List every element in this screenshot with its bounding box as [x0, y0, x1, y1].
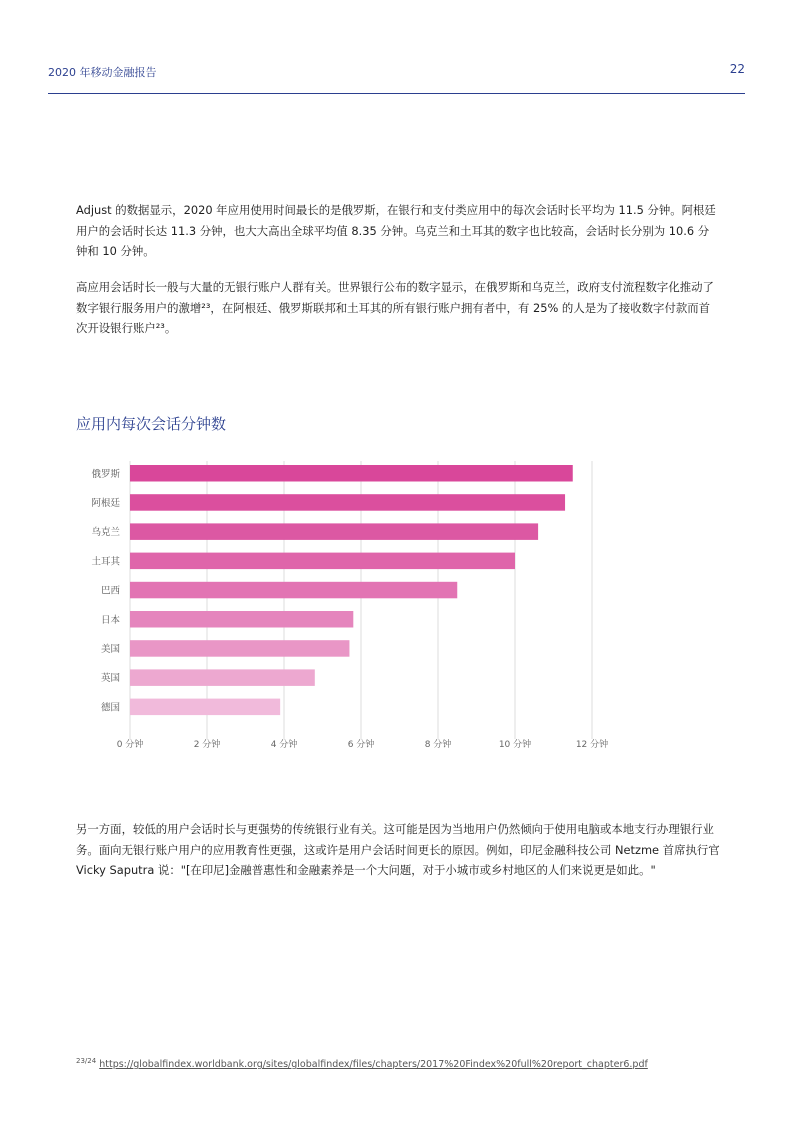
paragraph-3: 另一方面，较低的用户会话时长与更强势的传统银行业有关。这可能是因为当地用户仍然倾向于使用电脑或本地支行办理银行业务。面向无银行账户用户的应用教育性更强，这或许是用户会话时间更长的原因。例如，印尼金融科技公司 Netzme 首席执行官 Vicky Saputra 说："[在印尼]金融普惠性和金融素养是一个大问题，对于小城市或乡村地区的人们来说更是如此。": [76, 822, 720, 878]
x-tick-label: 4 分钟: [270, 740, 298, 750]
category-label: 乌克兰: [91, 527, 120, 539]
bar: [130, 523, 538, 540]
page-number: 22: [729, 62, 745, 76]
paragraph-1: Adjust 的数据显示，2020 年应用使用时间最长的是俄罗斯，在银行和支付类应用中的每次会话时长平均为 11.5 分钟。阿根廷用户的会话时长达 11.3 分钟，也大大高出全球平均值 8.35 分钟。乌克兰和土耳其的数字也比较高，会话时长分别为 10.6 分钟和 10 分钟。: [76, 203, 716, 259]
bar: [130, 611, 353, 628]
bar: [130, 699, 280, 716]
bar: [130, 640, 349, 657]
session-minutes-bar-chart: [70, 455, 630, 765]
x-tick-label: 10 分钟: [498, 740, 532, 750]
bar: [130, 582, 457, 599]
bar: [130, 553, 515, 570]
x-tick-label: 2 分钟: [193, 740, 221, 750]
footnote: [76, 1057, 648, 1070]
header-divider: [48, 93, 745, 94]
chart-title: 应用内每次会话分钟数: [76, 415, 227, 433]
x-tick-label: 6 分钟: [347, 740, 375, 750]
category-label: 俄罗斯: [91, 468, 120, 480]
category-label: 日本: [100, 614, 120, 626]
category-label: 英国: [100, 673, 120, 685]
bar: [130, 494, 565, 511]
category-label: 美国: [100, 643, 120, 655]
paragraph-2: 高应用会话时长一般与大量的无银行账户人群有关。世界银行公布的数字显示，在俄罗斯和乌克兰，政府支付流程数字化推动了数字银行服务用户的激增²³，在阿根廷、俄罗斯联邦和土耳其的所有银行账户拥有者中，有 25% 的人是为了接收数字付款而首次开设银行账户²³。: [76, 280, 714, 336]
category-label: 德国: [100, 702, 120, 714]
category-label: 巴西: [100, 585, 120, 597]
bar: [130, 669, 315, 686]
footnote-link[interactable]: https://globalfindex.worldbank.org/sites/globalfindex/files/chapters/2017%20Findex%20full%20report_chapter6.pdf: [99, 1059, 648, 1071]
x-tick-label: 12 分钟: [575, 740, 609, 750]
report-title: 2020 年移动金融报告: [48, 66, 157, 79]
footnote-marker: 23/24: [76, 1057, 97, 1065]
category-label: 土耳其: [91, 556, 120, 568]
category-label: 阿根廷: [91, 497, 120, 509]
x-tick-label: 0 分钟: [116, 740, 144, 750]
x-tick-label: 8 分钟: [424, 740, 452, 750]
bar: [130, 465, 573, 482]
